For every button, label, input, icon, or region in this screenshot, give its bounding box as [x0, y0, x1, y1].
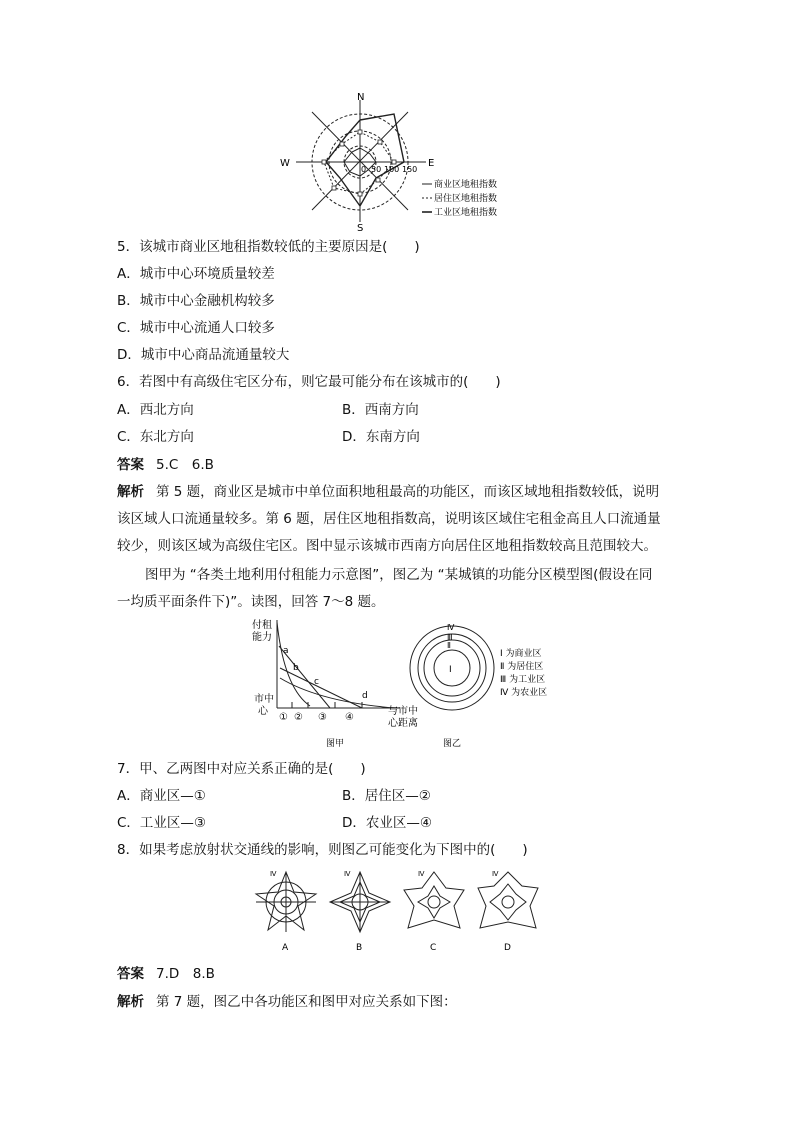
zone-1-label: ①	[279, 712, 288, 723]
q6-option-a: A．西北方向	[117, 402, 194, 418]
answer-text: 7.D 8.B	[156, 966, 215, 982]
q7-stem: 7．甲、乙两图中对应关系正确的是( )	[117, 761, 366, 777]
tick-50: 50	[371, 165, 382, 174]
residential-point	[322, 160, 326, 164]
tick-0: 0	[361, 165, 367, 174]
zone-legend-2: Ⅱ 为居住区	[500, 662, 544, 672]
ring-ii	[424, 640, 480, 696]
residential-point	[378, 140, 382, 144]
q5-option-d: D．城市中心商品流通量较大	[117, 347, 290, 363]
tick-100: 100	[384, 165, 400, 174]
choice-b-label: B	[356, 943, 363, 953]
curve-b-label: b	[293, 663, 299, 673]
choice-b-ring-label: Ⅳ	[344, 870, 351, 878]
origin-label-2: 心	[258, 706, 268, 717]
analysis-label: 解析	[117, 484, 144, 500]
ring-i-label: Ⅰ	[449, 665, 452, 675]
zone-legend-4: Ⅳ 为农业区	[500, 688, 548, 698]
ring-iv-label: Ⅳ	[447, 623, 455, 632]
q5-stem: 5．该城市商业区地租指数较低的主要原因是( )	[117, 239, 420, 255]
q5-option-b: B．城市中心金融机构较多	[117, 293, 275, 309]
q6-option-c: C．东北方向	[117, 429, 194, 445]
answer-2	[117, 965, 215, 983]
choice-c-label: C	[430, 943, 437, 953]
residential-point	[392, 160, 396, 164]
residential-point	[358, 192, 362, 196]
legend-residential: 居住区地租指数	[434, 194, 498, 204]
east-label: E	[428, 158, 435, 169]
answer-label: 答案	[117, 966, 144, 982]
residential-point	[358, 130, 362, 134]
choice-a-ring-label: Ⅳ	[270, 870, 277, 878]
rent-index-rose-figure	[276, 92, 526, 232]
bid-rent-figure	[250, 618, 560, 752]
analysis-2	[117, 993, 457, 1011]
residential-point	[332, 186, 336, 190]
zone-4-label: ④	[345, 712, 354, 723]
intro-line-1: 图甲为 “各类土地利用付租能力示意图”，图乙为 “某城镇的功能分区模型图(假设在同	[145, 567, 653, 583]
q7-option-b: B．居住区—②	[342, 788, 431, 804]
ring-i	[434, 650, 470, 686]
choice-d-ring-label: Ⅳ	[492, 870, 499, 878]
q8-stem: 8．如果考虑放射状交通线的影响，则图乙可能变化为下图中的( )	[117, 842, 528, 858]
analysis-1-line-2: 该区域人口流通量较多。第 6 题，居住区地租指数高，说明该区域住宅租金高且人口流通量	[117, 511, 661, 527]
answer-1	[117, 456, 214, 474]
answer-text: 5.C 6.B	[156, 457, 214, 473]
choice-c-ring-label: Ⅳ	[418, 870, 425, 878]
choice-a-label: A	[282, 943, 289, 953]
analysis-text: 第 7 题，图乙中各功能区和图甲对应关系如下图：	[156, 994, 457, 1010]
q6-option-d: D．东南方向	[342, 429, 420, 445]
legend-industrial: 工业区地租指数	[434, 208, 498, 218]
north-label: N	[357, 92, 365, 103]
y-label-2: 能力	[252, 632, 272, 643]
q7-option-d: D．农业区—④	[342, 815, 432, 831]
ring-ii-label: Ⅱ	[447, 641, 451, 650]
curve-c-label: c	[314, 677, 319, 687]
x-label-1: 与市中	[388, 706, 418, 717]
choice-c-figure	[404, 872, 464, 928]
zone-3-label: ③	[318, 712, 327, 723]
y-label-1: 付租	[252, 620, 272, 631]
ring-iii	[418, 634, 486, 702]
choice-b-figure	[330, 872, 390, 932]
q8-choice-figures	[248, 866, 558, 956]
curve-a-label: a	[283, 646, 289, 656]
zone-2-label: ②	[294, 712, 303, 723]
answer-label: 答案	[117, 457, 144, 473]
analysis-1-line-3: 较少，则该区域为高级住宅区。图中显示该城市西南方向居住区地租指数较高且范围较大。	[117, 538, 657, 554]
residential-point	[376, 178, 380, 182]
south-label: S	[357, 223, 364, 232]
tick-150: 150	[402, 165, 418, 174]
caption-right: 图乙	[443, 739, 462, 749]
q6-stem: 6．若图中有高级住宅区分布，则它最可能分布在该城市的( )	[117, 374, 501, 390]
caption-left: 图甲	[326, 739, 345, 749]
ring-iii-label: Ⅲ	[447, 633, 453, 642]
zone-legend-1: Ⅰ 为商业区	[500, 649, 542, 659]
q7-option-c: C．工业区—③	[117, 815, 207, 831]
analysis-label: 解析	[117, 994, 144, 1010]
zone-legend-3: Ⅲ 为工业区	[500, 675, 546, 685]
choice-d-figure	[478, 872, 538, 928]
analysis-1-line-1	[117, 483, 659, 501]
q6-option-b: B．西南方向	[342, 402, 419, 418]
x-label-2: 心距离	[388, 718, 418, 729]
choice-a-figure	[256, 872, 316, 932]
choice-d-label: D	[504, 943, 511, 953]
west-label: W	[280, 158, 290, 169]
residential-point	[340, 142, 344, 146]
q5-option-a: A．城市中心环境质量较差	[117, 266, 275, 282]
analysis-text: 第 5 题，商业区是城市中单位面积地租最高的功能区，而该区域地租指数较低，说明	[156, 484, 660, 500]
intro-line-2: 一均质平面条件下)”。读图，回答 7～8 题。	[117, 594, 385, 610]
legend-commercial: 商业区地租指数	[434, 180, 498, 190]
q5-option-c: C．城市中心流通人口较多	[117, 320, 275, 336]
curve-d-label: d	[362, 691, 368, 701]
origin-label-1: 市中	[254, 694, 274, 705]
q7-option-a: A．商业区—①	[117, 788, 206, 804]
